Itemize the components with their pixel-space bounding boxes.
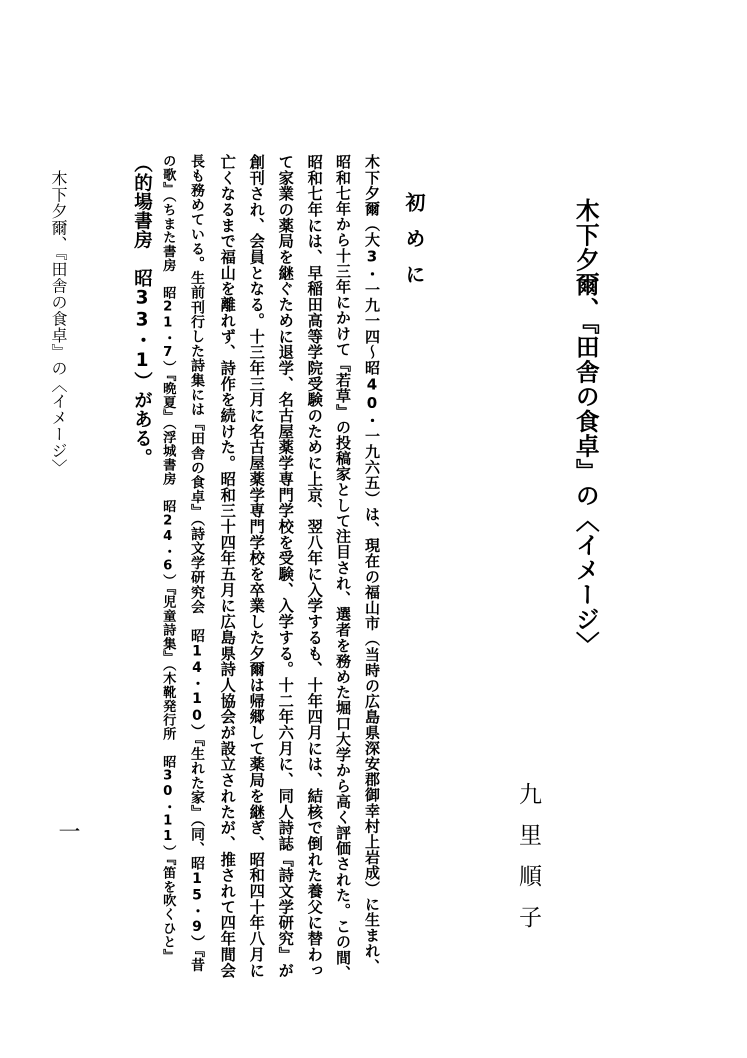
body-column: の歌』（ちまた書房 昭21・7）『晩夏』（浮城書房 昭24・6）『児童詩集』（木靴発行所 昭30・11）『笛を吹くひと』: [160, 154, 176, 963]
body-column: 亡くなるまで福山を離れず、詩作を続けた。昭和三十四年五月に広島県詩人協会が設立されたが、推されて四年間会: [218, 154, 237, 979]
article-title: 木下夕爾、『田舎の食卓』の〈イメージ〉: [571, 198, 600, 657]
body-column: て家業の薬局を継ぐために退学、名古屋薬学専門学校を受験、入学する。十二年六月に、同人詩誌『詩文学研究』が: [276, 154, 295, 979]
section-heading: 初めに: [402, 192, 426, 300]
body-column: 長も務めている。生前刊行した詩集には『田舎の食卓』（詩文学研究会 昭14・10）『生れた家』（同、昭15・9）『昔: [189, 154, 205, 973]
body-column: （的場書房 昭33・1）がある。: [131, 154, 153, 468]
author-name: 九里順子: [515, 782, 541, 946]
page-number: 一: [55, 820, 80, 842]
body-column: 昭和七年には、早稲田高等学院受験のために上京、翌八年に入学するも、十年四月には、結核で倒れた養父に替わっ: [305, 154, 324, 979]
body-column: 昭和七年から十三年にかけて『若草』の投稿家として注目され、選者を務めた堀口大学から高く評価された。この間、: [334, 154, 352, 981]
body-column: 木下夕爾（大3・一九一四～昭40・一九六五）は、現在の福山市（当時の広島県深安郡御幸村上岩成）に生まれ、: [363, 154, 381, 975]
body-column: 創刊され、会員となる。十三年三月に名古屋薬学専門学校を卒業した夕爾は帰郷して薬局を継ぎ、昭和四十年八月に: [247, 154, 266, 979]
running-head: 木下夕爾、『田舎の食卓』の〈イメージ〉: [49, 170, 68, 476]
